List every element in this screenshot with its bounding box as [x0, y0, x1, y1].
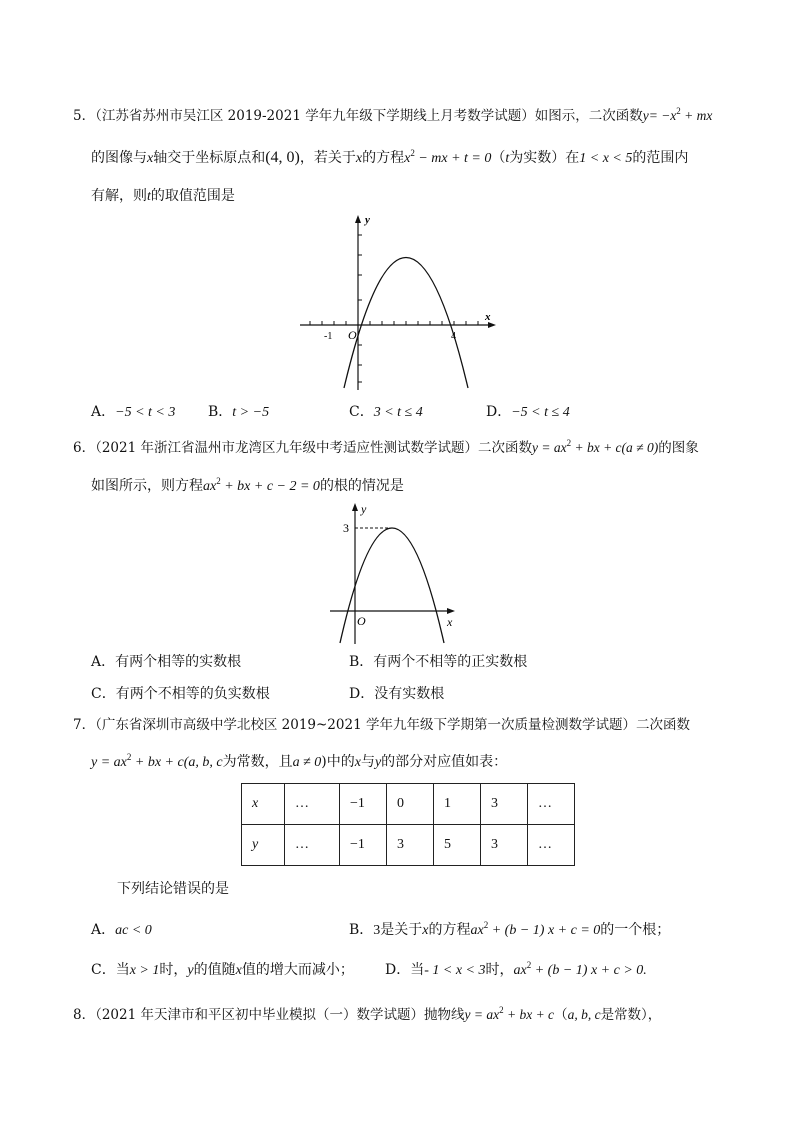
- q5-option-a-text: −5 < t < 3: [115, 405, 176, 420]
- q6-x-arrow: [447, 608, 455, 614]
- q8-func: y = ax: [464, 1007, 500, 1022]
- q6-option-a[interactable]: [91, 652, 241, 672]
- q5-graph: [296, 212, 502, 392]
- q7-value-table: [241, 783, 575, 866]
- q7-line2: [91, 752, 507, 773]
- q5-line1: [73, 106, 712, 126]
- q5-func-rest: + mx: [680, 108, 713, 123]
- q7-option-b-var-x: x: [422, 923, 429, 938]
- q5-text-line3b: 的取值范围是: [150, 188, 235, 204]
- q6-option-a-text: A．有两个相等的实数根: [91, 654, 242, 670]
- q7-option-c-var-x: x: [235, 963, 242, 978]
- q5-option-d-text: −5 < t ≤ 4: [511, 405, 570, 420]
- q7-prompt: 下列结论错误的是: [117, 881, 229, 897]
- q5-four-label: 4: [451, 331, 456, 342]
- q5-option-b[interactable]: [208, 402, 269, 423]
- q7-number: 7．: [73, 717, 96, 733]
- q7-option-c-text-c: 的值随: [193, 962, 236, 978]
- table-cell: 5: [434, 825, 481, 866]
- q7-func-sup: 2: [126, 752, 132, 762]
- q8-func-sup: 2: [499, 1005, 504, 1015]
- q5-var-x-2: x: [355, 151, 363, 166]
- q7-option-d-text-b: 时，: [485, 962, 514, 978]
- q6-eq: ax: [203, 479, 217, 494]
- q6-line2: [91, 476, 404, 497]
- q5-option-b-text: t > −5: [232, 405, 270, 420]
- q7-option-d-eq: ax: [513, 963, 527, 978]
- q6-option-b[interactable]: [349, 652, 527, 672]
- q5-paren-rest: 为实数）在: [509, 150, 580, 166]
- q7-option-c-cond: x > 1: [129, 963, 160, 978]
- q5-option-d-letter: D．: [486, 404, 512, 420]
- q7-func: y = ax: [91, 755, 127, 770]
- q5-option-b-letter: B．: [208, 404, 233, 420]
- q5-option-a-letter: A．: [91, 404, 116, 420]
- q5-var-t: t: [505, 151, 510, 166]
- q5-text-e: 的范围内: [632, 150, 689, 166]
- q6-option-d[interactable]: [349, 684, 444, 704]
- q7-option-b-text-c: 的方程: [428, 922, 471, 938]
- table-cell: 3: [481, 784, 528, 825]
- table-cell: …: [528, 825, 575, 866]
- q6-x-label: x: [447, 615, 453, 629]
- q5-option-c-letter: C．: [349, 404, 374, 420]
- table-cell: −1: [340, 784, 387, 825]
- q6-graph: [328, 500, 464, 646]
- q5-var-t-2: t: [147, 189, 151, 204]
- q6-eq-rest: + bx + c − 2 = 0: [220, 479, 320, 494]
- q5-origin-label: O: [348, 328, 357, 342]
- q5-ticks: [310, 235, 478, 382]
- q6-func: y = ax: [532, 440, 567, 455]
- q7-var-y: y: [374, 755, 382, 770]
- q8-tail-vars: a, b, c: [567, 1007, 601, 1022]
- q6-func-sup: 2: [566, 438, 572, 448]
- q6-option-d-text: D．没有实数根: [349, 686, 445, 702]
- q7-option-d-cond: - 1 < x < 3: [424, 963, 486, 978]
- table-row: [242, 784, 575, 825]
- q5-var-x: x: [147, 151, 154, 166]
- q7-text-b: 为常数，且: [222, 754, 293, 770]
- table-row: [242, 825, 575, 866]
- q5-option-d[interactable]: [486, 402, 570, 423]
- q6-option-c-text: C．有两个不相等的负实数根: [91, 686, 270, 702]
- q7-option-d[interactable]: [385, 960, 647, 981]
- q8-func-rest: + bx + c: [503, 1007, 555, 1022]
- table-cell: x: [242, 784, 285, 825]
- q7-source: （广东省深圳市高级中学北校区 2019~2021 学年九年级下学期第一次质量检测数学试题）二次函数: [95, 717, 690, 733]
- q8-number: 8．: [73, 1007, 96, 1023]
- q6-y-arrow: [352, 503, 358, 511]
- q7-option-a[interactable]: [91, 920, 152, 941]
- table-cell: −1: [340, 825, 387, 866]
- q6-eq-sup: 2: [216, 476, 221, 486]
- q8-tail-a: （: [554, 1007, 568, 1023]
- q8-source: （2021 年天津市和平区初中毕业模拟（一）数学试题）抛物线: [95, 1007, 465, 1023]
- q5-text-b: 轴交于坐标原点和: [153, 150, 266, 166]
- q5-source: （江苏省苏州市吴江区 2019-2021 学年九年级下学期线上月考数学试题）如图示，二次函数: [95, 108, 643, 124]
- q6-option-b-text: B．有两个不相等的正实数根: [349, 654, 528, 670]
- q7-option-b-three: 3: [373, 923, 381, 938]
- q7-option-b-text-b: 是关于: [380, 922, 423, 938]
- q8-tail-b: 是常数），: [600, 1007, 662, 1023]
- q7-option-b-eq: ax: [470, 923, 484, 938]
- q5-text-c: ，若关于: [299, 150, 356, 166]
- table-cell: y: [242, 825, 285, 866]
- q7-text-d: 与: [360, 754, 375, 770]
- q7-option-b-eq-rest: + (b − 1) x + c = 0: [488, 923, 601, 938]
- q5-func-y: y: [642, 108, 649, 123]
- q5-number: 5．: [73, 108, 96, 124]
- q7-option-c[interactable]: [91, 960, 354, 981]
- q5-func-eq: = −x: [648, 108, 677, 123]
- q7-option-a-text: ac < 0: [115, 923, 152, 938]
- q7-option-c-letter: C．当: [91, 962, 130, 978]
- q5-func-sup: 2: [676, 106, 681, 116]
- q5-option-a[interactable]: [91, 402, 175, 423]
- q7-text-c: )中的: [321, 754, 355, 770]
- q5-paren: （: [491, 150, 506, 166]
- q5-y-arrow: [355, 215, 361, 223]
- q6-number: 6．: [73, 440, 96, 456]
- q6-parabola: [340, 528, 444, 643]
- table-cell: …: [285, 784, 340, 825]
- q5-text-d: 的方程: [362, 150, 405, 166]
- q6-option-c[interactable]: [91, 684, 270, 704]
- q7-func-rest: + bx + c(a, b, c: [131, 755, 223, 770]
- q7-option-b-text-d: 的一个根；: [600, 922, 671, 938]
- q7-option-d-letter: D．当: [385, 962, 425, 978]
- table-cell: …: [285, 825, 340, 866]
- q8-line1: [73, 1005, 661, 1025]
- table-cell: 3: [387, 825, 434, 866]
- q7-option-a-letter: A．: [91, 922, 116, 938]
- q6-tail: 的图象: [658, 440, 699, 456]
- q7-var-x: x: [354, 755, 361, 770]
- q6-line1: [73, 438, 699, 458]
- q7-option-c-text-d: 值的增大而减小；: [241, 962, 354, 978]
- q7-option-d-eq-rest: + (b − 1) x + c > 0.: [531, 963, 647, 978]
- q5-y-label: y: [365, 214, 370, 226]
- q5-eq-a: x: [404, 151, 411, 166]
- q6-text-a: 如图所示，则方程: [91, 478, 203, 494]
- q5-option-c[interactable]: [349, 402, 423, 423]
- q5-option-c-text: 3 < t ≤ 4: [373, 405, 423, 420]
- q5-x-label: x: [485, 311, 491, 323]
- table-cell: 3: [481, 825, 528, 866]
- q5-eq-sup: 2: [410, 148, 415, 158]
- q7-option-b-sup: 2: [483, 920, 489, 930]
- q5-point: (4, 0): [265, 149, 300, 166]
- q5-range: 1 < x < 5: [579, 151, 633, 166]
- q5-text-line3: 有解，则: [91, 188, 147, 204]
- q5-line2: [91, 148, 688, 169]
- q7-option-b-letter: B．: [349, 922, 374, 938]
- q7-cond: a ≠ 0: [292, 755, 322, 770]
- q7-option-b[interactable]: [349, 920, 670, 941]
- q6-source: （2021 年浙江省温州市龙湾区九年级中考适应性测试数学试题）二次函数: [95, 440, 532, 456]
- table-cell: 0: [387, 784, 434, 825]
- table-cell: …: [528, 784, 575, 825]
- q6-text-b: 的根的情况是: [319, 478, 404, 494]
- q7-option-c-text-b: 时，: [159, 962, 188, 978]
- table-cell: 1: [434, 784, 481, 825]
- q6-three-label: 3: [343, 521, 349, 535]
- q5-line3: [91, 186, 235, 207]
- q5-text-a: 的图像与: [91, 150, 147, 166]
- q7-option-c-var-y: y: [187, 963, 194, 978]
- q6-y-label: y: [361, 502, 367, 516]
- q7-option-d-sup: 2: [526, 960, 532, 970]
- q5-neg1-label: -1: [324, 331, 333, 342]
- q6-origin-label: O: [357, 614, 366, 628]
- q5-eq-b: − mx + t = 0: [414, 151, 492, 166]
- q7-text-e: 的部分对应值如表：: [381, 754, 508, 770]
- q7-line1: [73, 715, 690, 735]
- q6-func-rest: + bx + c(a ≠ 0): [571, 440, 659, 455]
